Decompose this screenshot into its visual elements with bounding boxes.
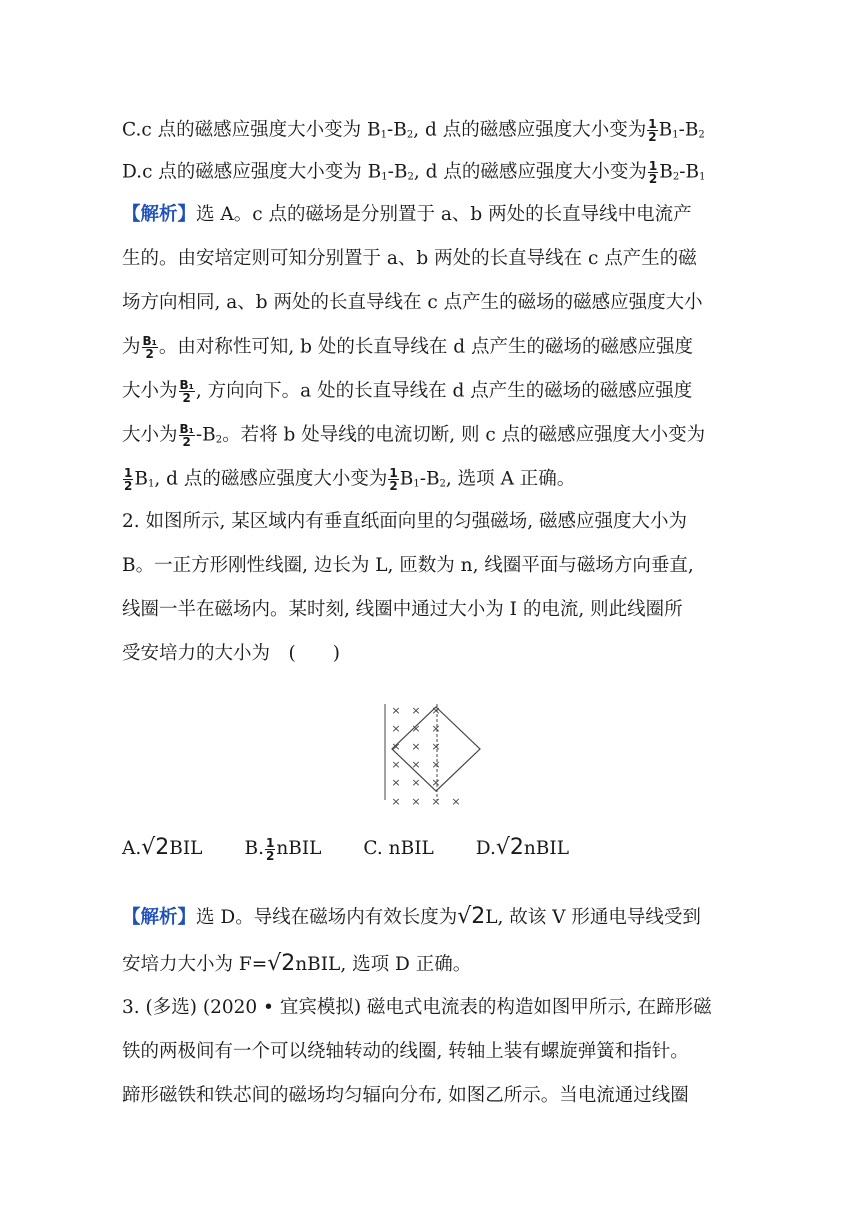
analysis-1-line-5 <box>122 379 692 403</box>
analysis-1-line-4 <box>122 335 693 359</box>
field-x-mark: × <box>391 776 401 789</box>
field-x-mark: × <box>391 722 401 735</box>
option-d-text: nBIL <box>523 838 569 859</box>
option-label: C. <box>122 119 142 141</box>
analysis-text: B <box>134 468 148 490</box>
analysis-text: 。由对称性可知, b 处的长直导线在 d 点产生的磁场的磁感应强度 <box>158 336 694 358</box>
analysis-text: 为 <box>122 336 141 358</box>
analysis-text: -B <box>195 424 216 446</box>
field-x-mark: × <box>411 704 421 717</box>
subscript: 2 <box>215 434 223 446</box>
option-text: -B <box>679 161 700 183</box>
analysis-text: -B <box>419 468 440 490</box>
option-d-label: D. <box>475 838 496 859</box>
fraction <box>388 467 398 492</box>
fraction <box>647 118 657 143</box>
subscript: 1 <box>381 171 388 183</box>
analysis-text: , 方向向下。a 处的长直导线在 d 点产生的磁场的磁感应强度 <box>195 380 693 402</box>
option-label: D. <box>122 161 143 183</box>
fraction-numerator: 1 <box>648 117 657 131</box>
analysis-text: 生的。由安培定则可知分别置于 a、b 两处的长直导线在 c 点产生的磁 <box>122 248 697 269</box>
fraction-numerator: B₁ <box>142 334 157 348</box>
field-x-mark: × <box>411 740 421 753</box>
subscript: 2 <box>439 478 446 490</box>
subscript: 1 <box>699 171 706 183</box>
analysis-1-line-3 <box>122 291 703 315</box>
subscript: 1 <box>413 478 420 490</box>
analysis-text: , 选项 A 正确。 <box>445 468 576 490</box>
analysis-text: nBIL, 选项 D 正确。 <box>295 954 472 975</box>
fraction-denominator: 2 <box>265 848 275 863</box>
fraction-denominator: 2 <box>182 391 191 405</box>
fraction-numerator: 1 <box>389 466 398 480</box>
analysis-text: 大小为 <box>122 424 178 446</box>
analysis-text: 场方向相同, a、b 两处的长直导线在 c 点产生的磁场的磁感应强度大小 <box>122 292 703 313</box>
subscript: 1 <box>380 129 387 141</box>
analysis-text: 大小为 <box>122 380 178 402</box>
analysis-2-line-1 <box>122 905 701 929</box>
option-text: -B <box>386 119 407 141</box>
question-2-line-2 <box>122 554 694 578</box>
option-c-text: C. nBIL <box>363 838 434 859</box>
subscript: 1 <box>672 129 679 141</box>
fraction-numerator: B₁ <box>179 422 194 436</box>
analysis-1-line-2 <box>122 247 697 271</box>
analysis-2-line-2 <box>122 952 471 976</box>
subscript: 2 <box>406 129 414 141</box>
question-text: B。一正方形刚性线圈, 边长为 L, 匝数为 n, 线圈平面与磁场方向垂直, <box>122 555 694 576</box>
sqrt-symbol: √2 <box>267 951 296 976</box>
option-text: B <box>659 161 673 183</box>
analysis-label: 【解析】 <box>122 907 197 928</box>
question-text: 铁的两极间有一个可以绕轴转动的线圈, 转轴上装有螺旋弹簧和指针。 <box>122 1041 689 1062</box>
question-text: 线圈一半在磁场内。某时刻, 线圈中通过大小为 I 的电流, 则此线圈所 <box>122 599 683 620</box>
fraction <box>123 467 133 492</box>
option-text: c 点的磁感应强度大小变为 B <box>141 119 381 141</box>
fraction <box>648 160 658 185</box>
field-x-mark: × <box>431 758 441 771</box>
field-x-mark: × <box>431 795 441 806</box>
option-b-label: B. <box>244 838 264 859</box>
analysis-text: 安培力大小为 F= <box>122 954 268 975</box>
fraction-denominator: 2 <box>124 479 133 493</box>
question-text: 3. (多选) (2020 • 宜宾模拟) 磁电式电流表的构造如图甲所示, 在蹄形磁 <box>122 997 712 1018</box>
option-text: c 点的磁感应强度大小变为 B <box>142 161 382 183</box>
fraction-numerator: 1 <box>648 159 658 173</box>
question-3-line-1 <box>122 996 712 1020</box>
option-a-text: BIL <box>169 838 203 859</box>
fraction-b1-over-2 <box>179 379 195 404</box>
analysis-label: 【解析】 <box>122 204 197 225</box>
analysis-1-line-1 <box>122 203 692 227</box>
sqrt-symbol: √2 <box>495 835 524 860</box>
sqrt-symbol: √2 <box>141 835 170 860</box>
field-x-mark: × <box>431 722 441 735</box>
analysis-text: B <box>399 468 414 490</box>
fraction-b1-over-2 <box>179 423 195 448</box>
option-text: , d 点的磁感应强度大小变为 <box>413 161 647 183</box>
magnetic-field-figure <box>382 704 492 806</box>
option-a-label: A. <box>122 838 142 859</box>
fraction-denominator: 2 <box>145 347 154 361</box>
option-text: , d 点的磁感应强度大小变为 <box>413 119 647 141</box>
question-2-options <box>122 835 569 863</box>
sqrt-symbol: √2 <box>457 904 486 929</box>
option-text: B <box>658 119 673 141</box>
option-d <box>122 160 705 184</box>
subscript: 2 <box>407 171 414 183</box>
field-x-mark: × <box>451 795 461 806</box>
subscript: 2 <box>698 129 705 141</box>
field-x-marks <box>391 704 460 806</box>
question-2-line-3 <box>122 598 683 622</box>
option-b-text: nBIL <box>276 838 322 859</box>
fraction-numerator: 1 <box>265 835 275 850</box>
fraction-denominator: 2 <box>648 172 658 186</box>
fraction <box>265 837 275 862</box>
fraction-b1-over-2 <box>142 335 158 360</box>
field-x-mark: × <box>411 758 421 771</box>
question-text: 2. 如图所示, 某区域内有垂直纸面向里的匀强磁场, 磁感应强度大小为 <box>122 511 688 532</box>
field-x-mark: × <box>391 795 401 806</box>
field-x-mark: × <box>431 704 441 717</box>
field-x-mark: × <box>391 740 401 753</box>
field-x-mark: × <box>431 740 441 753</box>
field-x-mark: × <box>411 776 421 789</box>
analysis-1-line-6 <box>122 423 705 447</box>
fraction-denominator: 2 <box>182 435 191 449</box>
field-x-mark: × <box>391 758 401 771</box>
option-c <box>122 118 705 142</box>
question-2-line-1 <box>122 510 687 534</box>
field-x-mark: × <box>411 795 421 806</box>
fraction-denominator: 2 <box>648 130 657 144</box>
analysis-1-line-7 <box>122 467 575 491</box>
option-text: -B <box>387 161 408 183</box>
analysis-text: , d 点的磁感应强度大小变为 <box>154 468 388 490</box>
analysis-text: L, 故该 V 形通电导线受到 <box>485 907 701 928</box>
question-2-line-4 <box>122 642 340 666</box>
field-x-mark: × <box>431 776 441 789</box>
question-3-line-3 <box>122 1084 689 1108</box>
question-3-line-2 <box>122 1040 689 1064</box>
fraction-numerator: B₁ <box>179 378 194 392</box>
analysis-text: 选 A。c 点的磁场是分别置于 a、b 两处的长直导线中电流产 <box>196 204 692 225</box>
analysis-text: 。若将 b 处导线的电流切断, 则 c 点的磁感应强度大小变为 <box>222 424 706 446</box>
fraction-numerator: 1 <box>124 466 133 480</box>
question-text: 受安培力的大小为 ( ) <box>122 643 340 664</box>
option-text: -B <box>678 119 699 141</box>
field-x-mark: × <box>411 722 421 735</box>
analysis-text: 选 D。导线在磁场内有效长度为 <box>196 907 458 928</box>
subscript: 1 <box>147 478 155 490</box>
question-text: 蹄形磁铁和铁芯间的磁场均匀辐向分布, 如图乙所示。当电流通过线圈 <box>122 1085 689 1106</box>
fraction-denominator: 2 <box>389 479 398 493</box>
field-x-mark: × <box>391 704 401 717</box>
subscript: 2 <box>672 171 680 183</box>
